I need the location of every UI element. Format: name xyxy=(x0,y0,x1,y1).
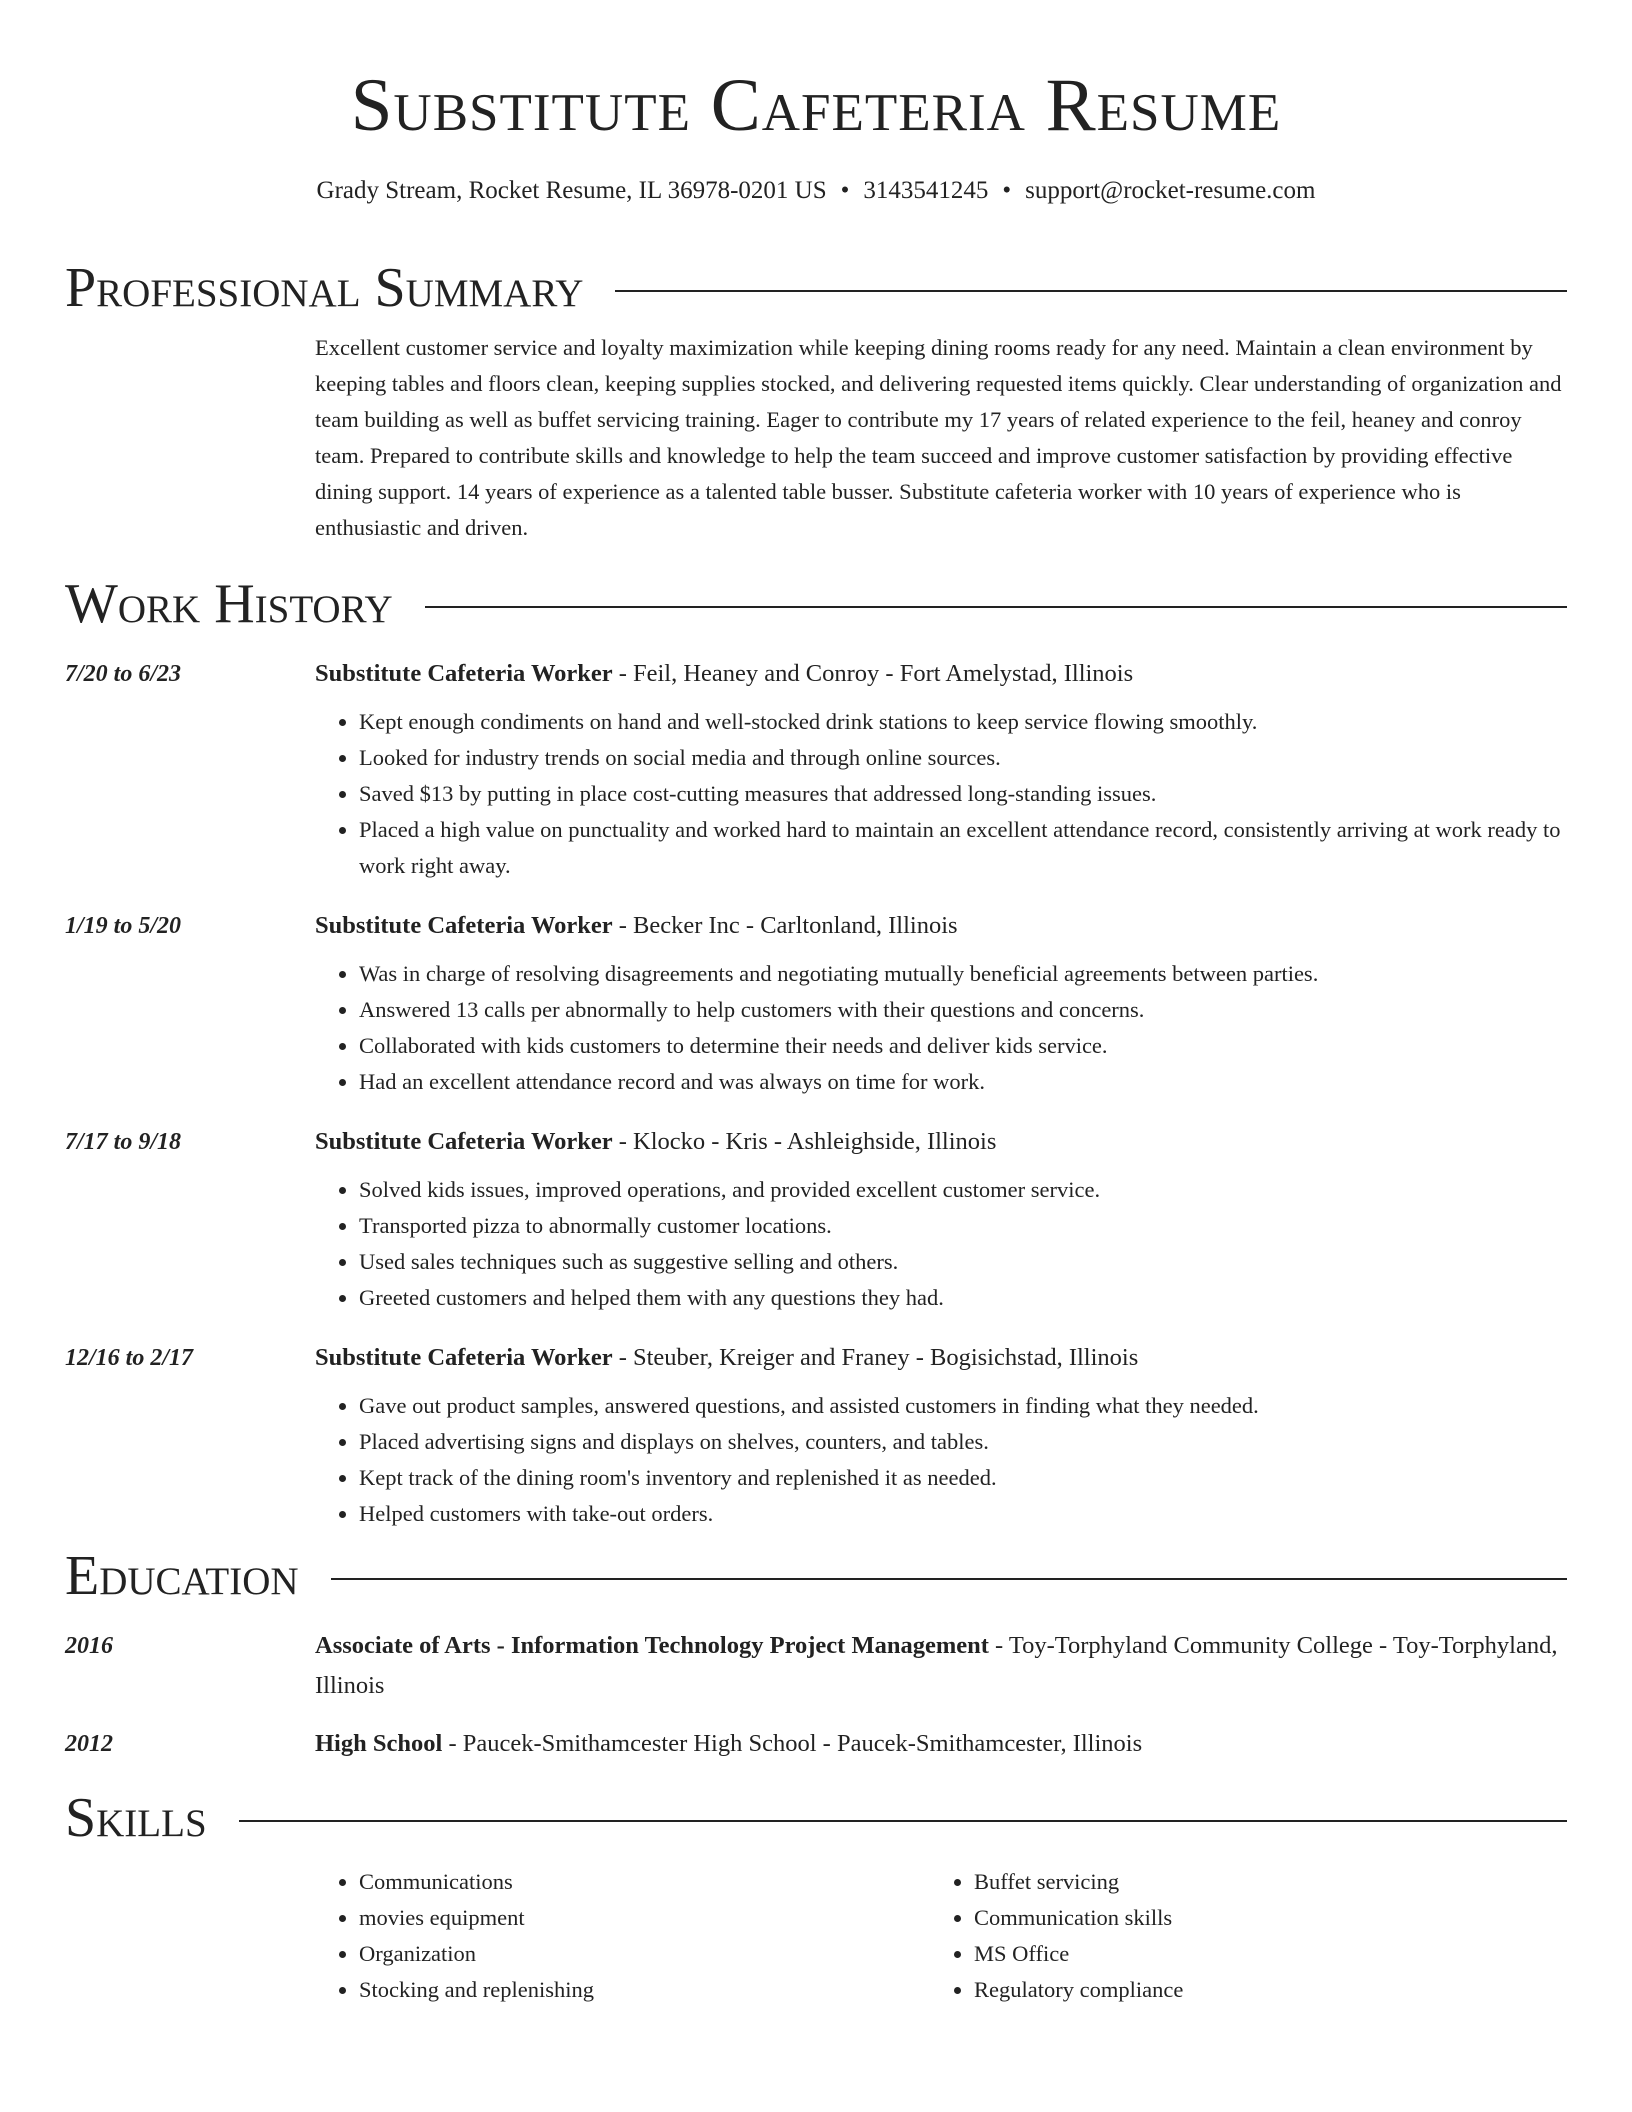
education-degree: Associate of Arts - Information Technology Project Management xyxy=(315,1632,989,1659)
skill-item: • movies equipment xyxy=(359,1900,930,1936)
job-details: - Becker Inc - Carltonland, Illinois xyxy=(612,912,958,939)
education-details: - Toy-Torphyland Community College - Toy-Torphyland, Illinois xyxy=(315,1632,1558,1699)
work-history-list xyxy=(65,654,1567,1532)
job-bullet: • Saved $13 by putting in place cost-cutting measures that addressed long-standing issues. xyxy=(359,776,1567,812)
job-body xyxy=(315,1338,1567,1532)
skill-item: • Buffet servicing xyxy=(974,1864,1545,1900)
skill-item: • Communication skills xyxy=(974,1900,1545,1936)
job-bullets xyxy=(315,1172,1567,1316)
education-details: - Paucek-Smithamcester High School - Paucek-Smithamcester, Illinois xyxy=(442,1730,1143,1757)
job-bullet: • Kept track of the dining room's inventory and replenished it as needed. xyxy=(359,1460,1567,1496)
education-body xyxy=(315,1724,1567,1764)
job-bullet: • Transported pizza to abnormally customer locations. xyxy=(359,1208,1567,1244)
job-bullets xyxy=(315,956,1567,1100)
job-entry xyxy=(65,1338,1567,1532)
job-bullet: • Solved kids issues, improved operations, and provided excellent customer service. xyxy=(359,1172,1567,1208)
education-body xyxy=(315,1626,1567,1706)
skill-item: • Regulatory compliance xyxy=(974,1972,1545,2008)
education-heading-line xyxy=(315,1724,1567,1764)
section-divider xyxy=(615,290,1567,292)
job-title: Substitute Cafeteria Worker xyxy=(315,1344,613,1371)
job-body xyxy=(315,1122,1567,1316)
education-entry xyxy=(65,1724,1567,1764)
skill-item: • Communications xyxy=(359,1864,930,1900)
resume-title: Substitute Cafeteria Resume xyxy=(350,64,1282,147)
education-degree: High School xyxy=(315,1730,443,1757)
education-date: 2012 xyxy=(65,1731,113,1757)
contact-address: Grady Stream, Rocket Resume, IL 36978-0201 US xyxy=(316,177,827,204)
job-date: 7/17 to 9/18 xyxy=(65,1129,182,1155)
job-bullet: • Helped customers with take-out orders. xyxy=(359,1496,1567,1532)
contact-separator: • xyxy=(1002,177,1012,204)
skills-list-left xyxy=(315,1864,930,2008)
job-bullet: • Kept enough condiments on hand and well-stocked drink stations to keep service flowing smoothly. xyxy=(359,704,1567,740)
job-title: Substitute Cafeteria Worker xyxy=(315,660,613,687)
work-heading: Work History xyxy=(65,573,393,635)
education-entry xyxy=(65,1626,1567,1706)
section-divider xyxy=(331,1578,1567,1580)
contact-separator: • xyxy=(840,177,850,204)
skill-item: • Stocking and replenishing xyxy=(359,1972,930,2008)
job-date: 1/19 to 5/20 xyxy=(65,913,182,939)
education-section-header xyxy=(65,1540,1567,1612)
job-entry xyxy=(65,1122,1567,1316)
job-heading xyxy=(315,1122,1567,1162)
contact-phone: 3143541245 xyxy=(863,177,989,204)
job-details: - Feil, Heaney and Conroy - Fort Amelystad, Illinois xyxy=(612,660,1134,687)
job-bullet: • Used sales techniques such as suggestive selling and others. xyxy=(359,1244,1567,1280)
job-bullet: • Collaborated with kids customers to determine their needs and deliver kids service. xyxy=(359,1028,1567,1064)
job-heading xyxy=(315,1338,1567,1378)
summary-heading: Professional Summary xyxy=(65,257,584,319)
work-section-header xyxy=(65,568,1567,640)
summary-text: Excellent customer service and loyalty maximization while keeping dining rooms ready for any need. Maintain a clean environment by keeping tables and floors clean, keeping supplies stocked, and delivering requested items quickly. Clear understanding of organization and team building as well as buffet servicing training. Eager to contribute my 17 years of related experience to the feil, heaney and conroy team. Prepared to contribute skills and knowledge to help the team succeed and improve customer satisfaction by providing effective dining support. 14 years of experience as a talented table busser. Substitute cafeteria worker with 10 years of experience who is enthusiastic and driven. xyxy=(315,335,1562,540)
skills-section-header xyxy=(65,1782,1567,1854)
job-heading xyxy=(315,906,1567,946)
job-entry xyxy=(65,906,1567,1100)
education-heading-line xyxy=(315,1626,1567,1706)
job-date: 7/20 to 6/23 xyxy=(65,661,182,687)
skills-heading: Skills xyxy=(65,1787,207,1849)
job-bullets xyxy=(315,1388,1567,1532)
job-bullets xyxy=(315,704,1567,884)
job-details: - Steuber, Kreiger and Franey - Bogisichstad, Illinois xyxy=(612,1344,1139,1371)
section-divider xyxy=(425,606,1567,608)
section-divider xyxy=(239,1820,1567,1822)
contact-email: support@rocket-resume.com xyxy=(1025,177,1316,204)
job-bullet: • Greeted customers and helped them with any questions they had. xyxy=(359,1280,1567,1316)
job-title: Substitute Cafeteria Worker xyxy=(315,1128,613,1155)
job-bullet: • Was in charge of resolving disagreements and negotiating mutually beneficial agreements between parties. xyxy=(359,956,1567,992)
job-entry xyxy=(65,654,1567,884)
skills-columns xyxy=(315,1864,1567,2008)
job-bullet: • Gave out product samples, answered questions, and assisted customers in finding what they needed. xyxy=(359,1388,1567,1424)
job-body xyxy=(315,654,1567,884)
education-heading: Education xyxy=(65,1545,299,1607)
skill-item: • MS Office xyxy=(974,1936,1545,1972)
education-list xyxy=(65,1626,1567,1764)
job-heading xyxy=(315,654,1567,694)
job-body xyxy=(315,906,1567,1100)
summary-section-header xyxy=(65,252,1567,324)
skills-list-right xyxy=(930,1864,1545,2008)
job-bullet: • Looked for industry trends on social media and through online sources. xyxy=(359,740,1567,776)
job-date: 12/16 to 2/17 xyxy=(65,1345,194,1371)
job-details: - Klocko - Kris - Ashleighside, Illinois xyxy=(612,1128,997,1155)
job-bullet: • Had an excellent attendance record and was always on time for work. xyxy=(359,1064,1567,1100)
job-bullet: • Placed advertising signs and displays on shelves, counters, and tables. xyxy=(359,1424,1567,1460)
job-bullet: • Placed a high value on punctuality and worked hard to maintain an excellent attendance record, consistently arriving at work ready to work right away. xyxy=(359,812,1567,884)
job-bullet: • Answered 13 calls per abnormally to help customers with their questions and concerns. xyxy=(359,992,1567,1028)
skill-item: • Organization xyxy=(359,1936,930,1972)
job-title: Substitute Cafeteria Worker xyxy=(315,912,613,939)
contact-line xyxy=(65,174,1567,208)
education-date: 2016 xyxy=(65,1633,113,1659)
